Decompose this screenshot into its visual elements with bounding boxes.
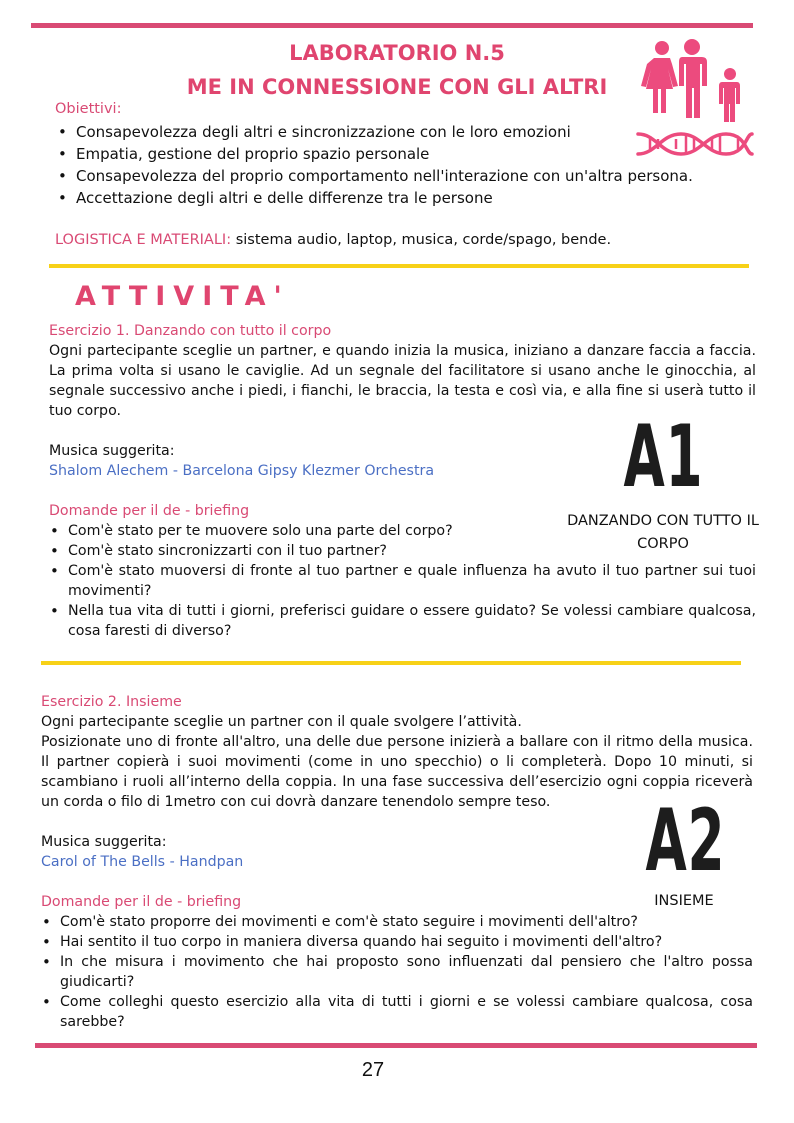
list-item: • Accettazione degli altri e delle differenze tra le persone xyxy=(57,187,757,209)
exercise1-title: Esercizio 1. Danzando con tutto il corpo xyxy=(49,323,332,339)
exercise2-text1: Ogni partecipante sceglie un partner con il quale svolgere l’attività. xyxy=(41,714,522,730)
exercise1-code xyxy=(600,407,724,507)
list-item: • Com'è stato sincronizzarti con il tuo partner? xyxy=(49,541,756,561)
list-item: • Nella tua vita di tutti i giorni, preferisci guidare o essere guidato? Se volessi cambiare qualcosa, cosa faresti di diverso? xyxy=(49,601,756,641)
activities-heading: ATTIVITA' xyxy=(75,281,290,312)
exercise1-music-link[interactable]: Shalom Alechem - Barcelona Gipsy Klezmer Orchestra xyxy=(49,463,435,479)
exercise1-questions xyxy=(49,521,756,641)
exercise1-caption: DANZANDO CON TUTTO IL CORPO xyxy=(567,513,759,552)
bottom-rule xyxy=(35,1043,757,1048)
page-title-line1: LABORATORIO N.5 xyxy=(289,41,505,65)
objectives-label: Obiettivi: xyxy=(55,101,122,117)
list-item: • Com'è stato per te muovere solo una parte del corpo? xyxy=(49,521,756,541)
page-title-line2: ME IN CONNESSIONE CON GLI ALTRI xyxy=(186,75,608,99)
logistics-line xyxy=(55,232,611,248)
list-item: • Consapevolezza del proprio comportamento nell'interazione con un'altra persona. xyxy=(57,165,757,187)
list-item: • Come colleghi questo esercizio alla vita di tutti i giorni e se volessi cambiare qualcosa, cosa sarebbe? xyxy=(41,992,753,1032)
logistics-value: sistema audio, laptop, musica, corde/spago, bende. xyxy=(231,232,612,248)
top-rule xyxy=(31,23,753,28)
exercise2-music-label: Musica suggerita: xyxy=(41,834,167,850)
yellow-divider-2 xyxy=(41,661,741,665)
exercise2-text2: Posizionate uno di fronte all'altro, una delle due persone inizierà a ballare con il ritmo della musica. Il partner copierà i suoi movimenti (come in uno specchio) o li completerà. Dopo 10 minuti, si scambiano i ruoli all’interno della coppia. In una fase successiva dell’esercizio ogni coppia riceverà un corda o filo di 1metro con cui dovrà danzare tenendolo sempre teso. xyxy=(41,734,753,810)
exercise2-caption: INSIEME xyxy=(654,893,714,909)
exercise1-debrief-label: Domande per il de - briefing xyxy=(49,503,250,519)
exercise2-code-text: A2 xyxy=(645,791,726,891)
list-item: • Hai sentito il tuo corpo in maniera diversa quando hai seguito i movimenti dell'altro? xyxy=(41,932,753,952)
exercise2-music-link[interactable]: Carol of The Bells - Handpan xyxy=(41,854,244,870)
exercise2-title: Esercizio 2. Insieme xyxy=(41,694,182,710)
exercise1-text: Ogni partecipante sceglie un partner, e quando inizia la musica, iniziano a danzare faccia a faccia. La prima volta si usano le caviglie. Ad un segnale del facilitatore si usano anche le ginocchia, al segnale successivo anche i piedi, i fianchi, le braccia, la testa e così via, e alla fine si userà tutto il tuo corpo. xyxy=(49,343,756,419)
exercise1-code-text: A1 xyxy=(623,407,704,507)
objectives-list xyxy=(57,121,757,209)
page-number: 27 xyxy=(361,1059,385,1081)
exercise2-debrief-label: Domande per il de - briefing xyxy=(41,894,242,910)
list-item: • Com'è stato muoversi di fronte al tuo partner e quale influenza ha avuto il tuo partner sui tuoi movimenti? xyxy=(49,561,756,601)
list-item: • Empatia, gestione del proprio spazio personale xyxy=(57,143,757,165)
yellow-divider-1 xyxy=(49,264,749,268)
exercise1-music-label: Musica suggerita: xyxy=(49,443,175,459)
exercise2-code xyxy=(622,791,746,891)
list-item: • Consapevolezza degli altri e sincronizzazione con le loro emozioni xyxy=(57,121,757,143)
logistics-label: LOGISTICA E MATERIALI: xyxy=(55,232,232,248)
list-item: • Com'è stato proporre dei movimenti e com'è stato seguire i movimenti dell'altro? xyxy=(41,912,753,932)
exercise2-questions xyxy=(41,912,753,1032)
list-item: • In che misura i movimento che hai proposto sono influenzati dal pensiero che l'altro possa giudicarti? xyxy=(41,952,753,992)
